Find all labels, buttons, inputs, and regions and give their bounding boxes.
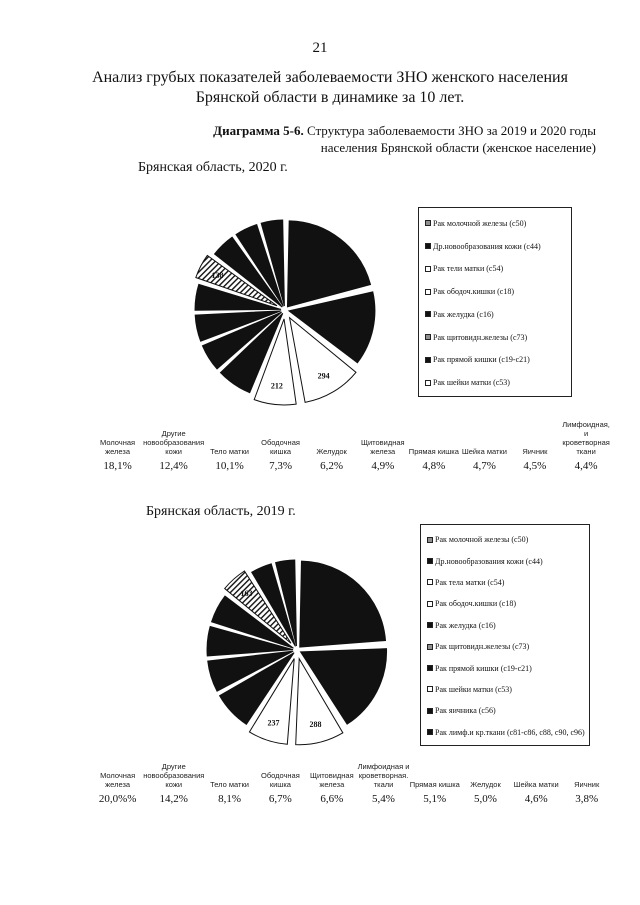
pie-slice <box>300 561 386 647</box>
legend-item <box>427 636 585 657</box>
slice-label: 138 <box>211 270 224 280</box>
legend-swatch <box>427 537 433 543</box>
legend-2020 <box>418 207 572 397</box>
page-heading: Анализ грубых показателей заболеваемости ЗНО женского населения Брянской области в динамике за 10 лет. <box>92 69 568 106</box>
legend-label: Рак ободоч.кишки (с18) <box>435 599 516 609</box>
legend-label: Др.новообразования кожи (с44) <box>433 241 541 251</box>
category-label: Щитовидная железа <box>360 438 405 456</box>
pie-chart-2020 <box>180 205 390 415</box>
category-label: Другие новообразования кожи <box>143 429 205 456</box>
slice-label: 163 <box>240 589 253 599</box>
legend-label: Рак молочной железы (с50) <box>433 218 527 228</box>
legend-item <box>427 550 585 571</box>
category-label: Щитовидная железа <box>309 771 354 789</box>
legend-swatch <box>427 558 433 564</box>
legend-label: Рак желудка (с16) <box>433 309 494 319</box>
legend-item <box>425 235 567 258</box>
legend-2019 <box>420 524 590 746</box>
legend-item <box>425 371 567 394</box>
percent-value: 4,7% <box>472 460 496 472</box>
percent-value: 4,9% <box>371 460 395 472</box>
legend-swatch <box>425 266 431 272</box>
legend-swatch <box>427 686 433 692</box>
percent-value: 6,7% <box>268 793 292 805</box>
slice-label: 294 <box>317 371 330 381</box>
category-label: Шейка матки <box>461 447 507 456</box>
legend-label: Рак щитовидн.железы (с73) <box>433 332 528 342</box>
legend-swatch <box>425 334 431 340</box>
page-number: 21 <box>312 40 328 56</box>
legend-item <box>427 679 585 700</box>
legend-item <box>425 303 567 326</box>
chart-2019-title: Брянская область, 2019 г. <box>146 504 296 519</box>
diagram-caption: Структура заболеваемости ЗНО за 2019 и 2020 годы населения Брянской области (женское население) <box>303 123 596 155</box>
legend-item <box>425 349 567 372</box>
percent-value: 4,6% <box>524 793 548 805</box>
category-label: Яичник <box>574 780 600 789</box>
legend-label: Рак прямой кишки (с19-с21) <box>433 355 530 365</box>
legend-swatch <box>427 644 433 650</box>
legend-item <box>427 657 585 678</box>
category-label: Яичник <box>522 447 548 456</box>
percent-value: 6,2% <box>320 460 344 472</box>
legend-swatch <box>427 622 433 628</box>
percent-value: 5,1% <box>423 793 447 805</box>
percent-value: 4,4% <box>574 460 598 472</box>
chart-2020-title: Брянская область, 2020 г. <box>138 160 288 175</box>
legend-label: Рак тели матки (с54) <box>433 264 504 274</box>
legend-item <box>427 529 585 550</box>
percent-value: 18,1% <box>103 460 132 472</box>
category-label: Прямая кишка <box>408 447 459 456</box>
legend-item <box>425 258 567 281</box>
slice-label: 237 <box>267 718 280 728</box>
category-label: Ободочная кишка <box>261 438 300 456</box>
legend-swatch <box>425 243 431 249</box>
legend-label: Рак прямой кишки (с19-с21) <box>435 663 532 673</box>
slice-label: 212 <box>270 381 283 391</box>
legend-label: Рак шейки матки (с53) <box>435 684 512 694</box>
legend-label: Рак ободоч.кишки (с18) <box>433 287 514 297</box>
percent-value: 5,0% <box>474 793 497 805</box>
legend-label: Рак шейки матки (с53) <box>433 378 510 388</box>
legend-label: Рак яичника (с56) <box>435 706 496 716</box>
diagram-title <box>156 122 596 156</box>
legend-item <box>427 615 585 636</box>
category-label: Тело матки <box>210 780 249 789</box>
slice-label: 288 <box>309 719 322 729</box>
percent-value: 7,3% <box>269 460 292 472</box>
table-2020 <box>92 420 612 472</box>
percent-value: 14,2% <box>159 793 188 805</box>
percent-value: 10,1% <box>215 460 244 472</box>
pie-chart-2019 <box>192 545 402 755</box>
category-label: Прямая кишка <box>409 780 460 789</box>
percent-value: 6,6% <box>320 793 344 805</box>
table-2019 <box>92 762 612 805</box>
category-label: Желудок <box>470 780 501 789</box>
legend-item <box>425 280 567 303</box>
legend-label: Рак щитовидн.железы (с73) <box>435 642 530 652</box>
percent-value: 12,4% <box>159 460 188 472</box>
legend-swatch <box>427 708 433 714</box>
legend-item <box>427 593 585 614</box>
legend-label: Др.новообразования кожи (с44) <box>435 556 543 566</box>
legend-swatch <box>425 311 431 317</box>
legend-item <box>427 572 585 593</box>
category-label: Тело матки <box>210 447 249 456</box>
category-label: Молочная железа <box>99 438 136 456</box>
category-label: Молочная железа <box>100 771 136 789</box>
percent-value: 3,8% <box>575 793 599 805</box>
category-label: Ободочная кишка <box>260 771 300 789</box>
legend-swatch <box>425 357 431 363</box>
category-label: Лимфоидная и кроветворная. ткали <box>357 762 410 789</box>
diagram-number: Диаграмма 5-6. <box>213 123 304 138</box>
category-label: Лимфоидная, и кроветворная ткани <box>562 420 610 456</box>
legend-swatch <box>427 601 433 607</box>
legend-item <box>427 700 585 721</box>
legend-swatch <box>427 579 433 585</box>
percent-value: 8,1% <box>218 793 241 805</box>
legend-swatch <box>425 220 431 226</box>
legend-label: Рак тела матки (с54) <box>435 577 505 587</box>
legend-swatch <box>427 729 433 735</box>
legend-swatch <box>425 380 431 386</box>
category-label: Другие новообразования кожи <box>143 762 205 789</box>
pie-slice <box>287 221 370 307</box>
percent-value: 4,8% <box>422 460 446 472</box>
legend-item <box>425 212 567 235</box>
legend-label: Рак желудка (с16) <box>435 620 496 630</box>
legend-label: Рак молочной железы (с50) <box>435 535 529 545</box>
category-label: Шейка матки <box>513 780 559 789</box>
category-label: Желудок <box>316 447 347 456</box>
legend-label: Рак лимф.и кр.ткани (с81-с86, с88, с90, с96) <box>435 727 585 737</box>
legend-item <box>427 722 585 743</box>
legend-swatch <box>425 289 431 295</box>
percent-value: 20,0%% <box>98 793 137 805</box>
legend-swatch <box>427 665 433 671</box>
legend-item <box>425 326 567 349</box>
percent-value: 4,5% <box>523 460 547 472</box>
percent-value: 5,4% <box>372 793 395 805</box>
